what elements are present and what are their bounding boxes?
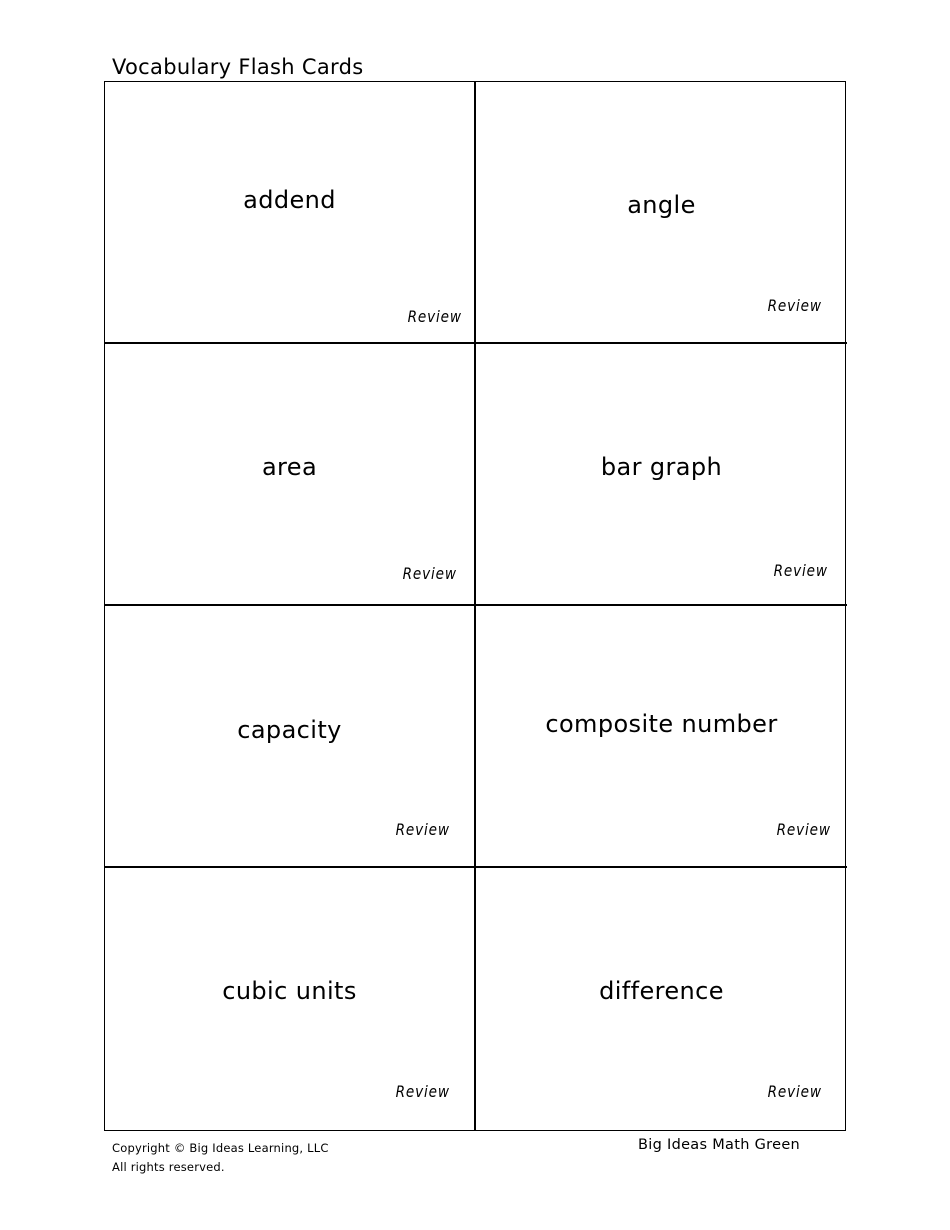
card-term: angle <box>627 191 696 219</box>
card-tag: Review <box>395 820 450 839</box>
card-tag: Review <box>402 564 457 583</box>
card-tag: Review <box>767 1082 822 1101</box>
flash-card[interactable] <box>105 606 476 868</box>
flash-card-grid <box>104 81 846 1131</box>
card-term: area <box>261 453 318 481</box>
flash-card[interactable] <box>476 82 847 344</box>
copyright-line: Copyright © Big Ideas Learning, LLC <box>112 1141 329 1155</box>
flash-card[interactable] <box>105 344 476 606</box>
page-title: Vocabulary Flash Cards <box>112 55 364 79</box>
card-term: difference <box>599 977 724 1005</box>
card-tag: Review <box>407 307 462 326</box>
rights-line: All rights reserved. <box>112 1160 225 1174</box>
card-term: capacity <box>237 716 342 744</box>
flash-card[interactable] <box>476 344 847 606</box>
card-tag: Review <box>767 296 822 315</box>
flash-card[interactable] <box>476 868 847 1130</box>
flash-card[interactable] <box>105 82 476 344</box>
card-term: cubic units <box>222 977 357 1005</box>
book-title: Big Ideas Math Green <box>638 1137 801 1153</box>
copyright-notice <box>112 1139 329 1177</box>
card-term: composite number <box>545 710 778 738</box>
card-term: addend <box>243 186 336 214</box>
card-tag: Review <box>395 1082 450 1101</box>
flash-card[interactable] <box>105 868 476 1130</box>
card-tag: Review <box>776 820 831 839</box>
card-term: bar graph <box>600 453 723 481</box>
card-tag: Review <box>773 561 828 580</box>
flash-card[interactable] <box>476 606 847 868</box>
